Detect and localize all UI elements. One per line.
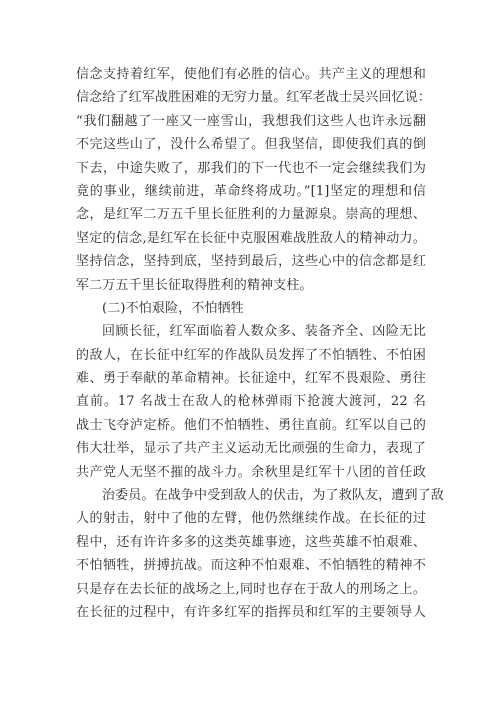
text-line: 程中，还有许许多多的这类英雄事迹，这些英雄不怕艰难、 xyxy=(76,534,426,550)
text-line: 竟的事业，继续前进，革命终将成功。”[1]坚定的理想和信 xyxy=(76,183,426,199)
text-line: 人的射击，射中了他的左臂，他仍然继续作战。在长征的过 xyxy=(76,511,426,527)
text-line: 只是存在去长征的战场之上,同时也存在于敌人的刑场之上。 xyxy=(76,581,426,597)
text-line: 的敌人，在长征中红军的作战队员发挥了不怕牺牲、不怕困 xyxy=(76,347,426,363)
text-line: 在长征的过程中，有许多红军的指挥员和红军的主要领导人 xyxy=(76,604,426,620)
body-text xyxy=(76,63,444,624)
text-line: 军二万五千里长征取得胜利的精神支柱。 xyxy=(76,277,313,293)
text-line: 共产党人无坚不摧的战斗力。余秋里是红军十八团的首任政 xyxy=(76,464,426,480)
text-line: 下去，中途失败了，那我们的下一代也不一定会继续我们为 xyxy=(76,160,426,176)
text-line: 难、勇于奉献的革命精神。长征途中，红军不畏艰险、勇往 xyxy=(76,371,426,387)
text-line: 坚定的信念,是红军在长征中克服困难战胜敌人的精神动力。 xyxy=(76,230,426,246)
text-line: 念，是红军二万五千里长征胜利的力量源泉。崇高的理想、 xyxy=(76,207,426,223)
text-line: 不怕牺牲，拼搏抗战。而这种不怕艰难、不怕牺牲的精神不 xyxy=(76,558,426,574)
text-line: “我们翻越了一座又一座雪山，我想我们这些人也许永远翻 xyxy=(76,113,426,129)
text-line: 坚持信念，坚持到底，坚持到最后，这些心中的信念都是红 xyxy=(76,254,426,270)
text-line: 伟大壮举，显示了共产主义运动无比顽强的生命力，表现了 xyxy=(76,441,426,457)
text-line: 治委员。在战争中受到敌人的伏击，为了救队友，遭到了敌 xyxy=(102,488,444,504)
text-line: 信念给了红军战胜困难的无穷力量。红军老战士吴兴回忆说： xyxy=(76,90,432,106)
text-line: 信念支持着红军，使他们有必胜的信心。共产主义的理想和 xyxy=(76,67,426,82)
text-line: 不完这些山了，没什么希望了。但我坚信，即使我们真的倒 xyxy=(76,137,426,153)
section-heading: (二)不怕艰险，不怕牺牲 xyxy=(102,300,244,316)
text-line: 战士飞夺泸定桥。他们不怕牺牲、勇往直前。红军以自己的 xyxy=(76,417,426,433)
text-line: 直前。17 名战士在敌人的枪林弹雨下抢渡大渡河，22 名 xyxy=(76,394,426,410)
text-line: 回顾长征，红军面临着人数众多、装备齐全、凶险无比 xyxy=(102,324,426,340)
